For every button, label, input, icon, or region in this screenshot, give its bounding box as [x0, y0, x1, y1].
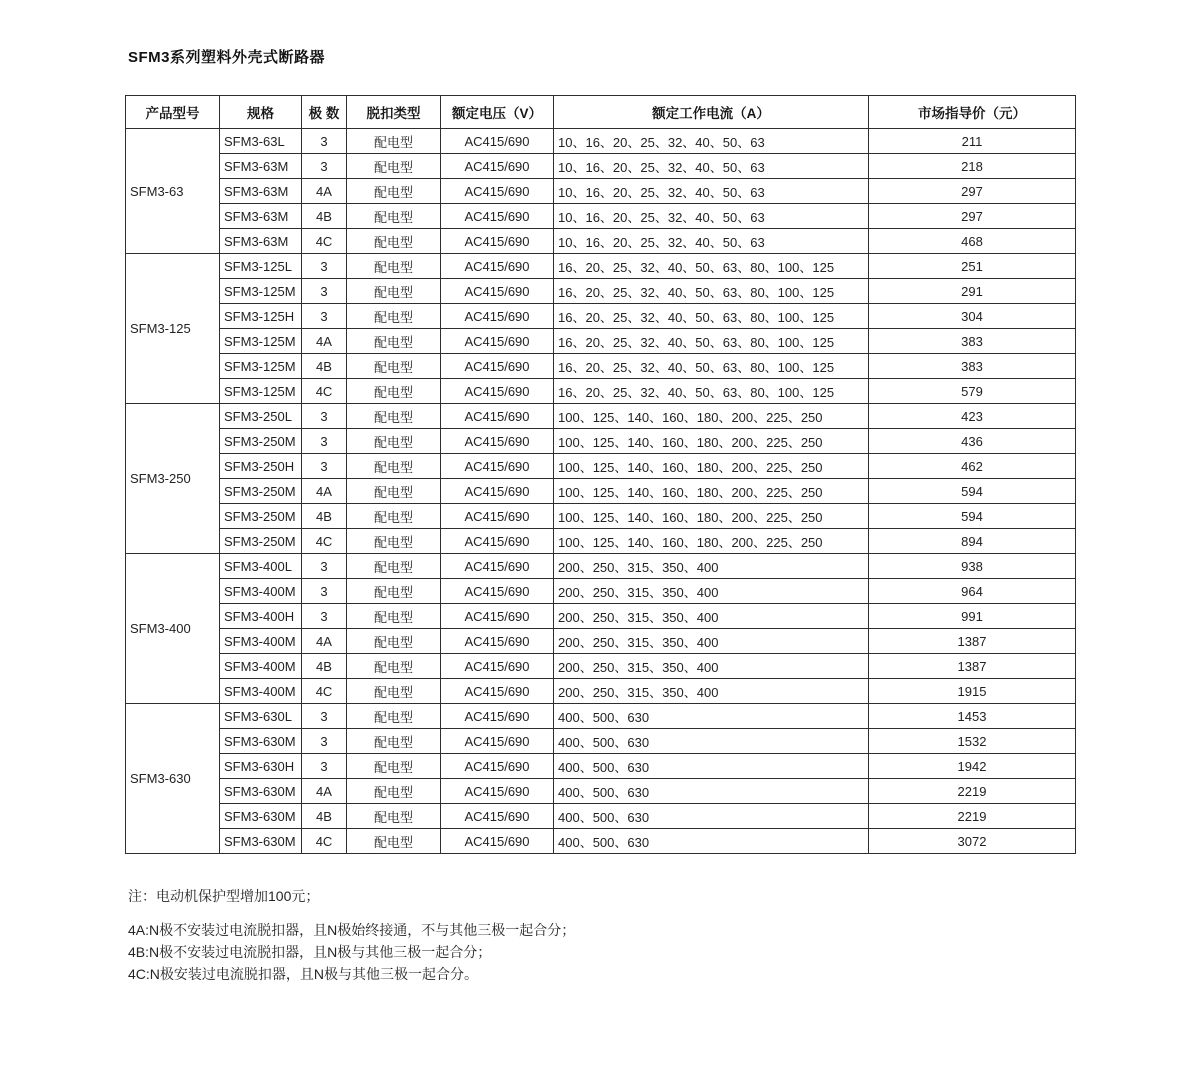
spec-cell: SFM3-63L	[220, 129, 302, 154]
poles-cell: 3	[302, 704, 347, 729]
trip-type-cell: 配电型	[347, 804, 441, 829]
spec-cell: SFM3-630M	[220, 829, 302, 854]
trip-type-cell: 配电型	[347, 554, 441, 579]
spec-cell: SFM3-250M	[220, 479, 302, 504]
table-row	[126, 379, 1076, 404]
current-cell: 200、250、315、350、400	[554, 654, 869, 679]
current-cell: 16、20、25、32、40、50、63、80、100、125	[554, 379, 869, 404]
poles-cell: 4C	[302, 529, 347, 554]
table-row	[126, 279, 1076, 304]
poles-cell: 3	[302, 254, 347, 279]
spec-cell: SFM3-400H	[220, 604, 302, 629]
trip-type-cell: 配电型	[347, 829, 441, 854]
trip-type-cell: 配电型	[347, 579, 441, 604]
header-rated-voltage: 额定电压（V）	[441, 96, 554, 129]
spec-cell: SFM3-400M	[220, 579, 302, 604]
table-row	[126, 154, 1076, 179]
table-row	[126, 829, 1076, 854]
table-row	[126, 329, 1076, 354]
price-cell: 1387	[869, 654, 1076, 679]
header-poles: 极 数	[302, 96, 347, 129]
voltage-cell: AC415/690	[441, 254, 554, 279]
voltage-cell: AC415/690	[441, 304, 554, 329]
spec-cell: SFM3-125M	[220, 379, 302, 404]
trip-type-cell: 配电型	[347, 429, 441, 454]
note-motor-protection: 注：电动机保护型增加100元；	[128, 888, 320, 904]
spec-cell: SFM3-630H	[220, 754, 302, 779]
table-row	[126, 729, 1076, 754]
poles-cell: 3	[302, 304, 347, 329]
note-4a: 4A:N极不安装过电流脱扣器，且N极始终接通，不与其他三极一起合分；	[128, 922, 576, 938]
header-row	[126, 96, 1076, 129]
trip-type-cell: 配电型	[347, 629, 441, 654]
voltage-cell: AC415/690	[441, 754, 554, 779]
price-cell: 423	[869, 404, 1076, 429]
trip-type-cell: 配电型	[347, 754, 441, 779]
trip-type-cell: 配电型	[347, 304, 441, 329]
table-row	[126, 804, 1076, 829]
spec-cell: SFM3-630L	[220, 704, 302, 729]
poles-cell: 3	[302, 404, 347, 429]
current-cell: 400、500、630	[554, 704, 869, 729]
trip-type-cell: 配电型	[347, 779, 441, 804]
current-cell: 200、250、315、350、400	[554, 629, 869, 654]
price-cell: 251	[869, 254, 1076, 279]
voltage-cell: AC415/690	[441, 504, 554, 529]
trip-type-cell: 配电型	[347, 329, 441, 354]
price-cell: 964	[869, 579, 1076, 604]
product-model-cell: SFM3-63	[126, 129, 220, 254]
header-trip-type: 脱扣类型	[347, 96, 441, 129]
spec-cell: SFM3-250H	[220, 454, 302, 479]
price-cell: 2219	[869, 804, 1076, 829]
table-row	[126, 654, 1076, 679]
poles-cell: 3	[302, 754, 347, 779]
table-row	[126, 679, 1076, 704]
table-row	[126, 529, 1076, 554]
voltage-cell: AC415/690	[441, 629, 554, 654]
poles-cell: 4A	[302, 179, 347, 204]
voltage-cell: AC415/690	[441, 679, 554, 704]
voltage-cell: AC415/690	[441, 229, 554, 254]
current-cell: 100、125、140、160、180、200、225、250	[554, 479, 869, 504]
price-cell: 218	[869, 154, 1076, 179]
current-cell: 400、500、630	[554, 729, 869, 754]
product-model-cell: SFM3-250	[126, 404, 220, 554]
poles-cell: 3	[302, 554, 347, 579]
trip-type-cell: 配电型	[347, 154, 441, 179]
trip-type-cell: 配电型	[347, 604, 441, 629]
current-cell: 16、20、25、32、40、50、63、80、100、125	[554, 329, 869, 354]
note-4b: 4B:N极不安装过电流脱扣器，且N极与其他三极一起合分；	[128, 944, 492, 960]
poles-cell: 4C	[302, 379, 347, 404]
price-cell: 1532	[869, 729, 1076, 754]
voltage-cell: AC415/690	[441, 554, 554, 579]
current-cell: 400、500、630	[554, 804, 869, 829]
product-model-cell: SFM3-125	[126, 254, 220, 404]
spec-cell: SFM3-63M	[220, 154, 302, 179]
voltage-cell: AC415/690	[441, 154, 554, 179]
price-cell: 383	[869, 354, 1076, 379]
trip-type-cell: 配电型	[347, 729, 441, 754]
trip-type-cell: 配电型	[347, 454, 441, 479]
spec-cell: SFM3-250M	[220, 429, 302, 454]
trip-type-cell: 配电型	[347, 279, 441, 304]
voltage-cell: AC415/690	[441, 429, 554, 454]
current-cell: 200、250、315、350、400	[554, 554, 869, 579]
table-row	[126, 429, 1076, 454]
trip-type-cell: 配电型	[347, 229, 441, 254]
trip-type-cell: 配电型	[347, 404, 441, 429]
table-row	[126, 179, 1076, 204]
price-cell: 436	[869, 429, 1076, 454]
product-model-cell: SFM3-400	[126, 554, 220, 704]
table-row	[126, 404, 1076, 429]
poles-cell: 4A	[302, 629, 347, 654]
voltage-cell: AC415/690	[441, 279, 554, 304]
current-cell: 200、250、315、350、400	[554, 679, 869, 704]
voltage-cell: AC415/690	[441, 179, 554, 204]
voltage-cell: AC415/690	[441, 529, 554, 554]
spec-cell: SFM3-63M	[220, 229, 302, 254]
header-spec: 规格	[220, 96, 302, 129]
spec-cell: SFM3-400L	[220, 554, 302, 579]
poles-cell: 3	[302, 279, 347, 304]
spec-cell: SFM3-125M	[220, 329, 302, 354]
poles-cell: 4B	[302, 354, 347, 379]
trip-type-cell: 配电型	[347, 704, 441, 729]
table-row	[126, 129, 1076, 154]
voltage-cell: AC415/690	[441, 579, 554, 604]
price-cell: 297	[869, 179, 1076, 204]
spec-cell: SFM3-400M	[220, 629, 302, 654]
poles-cell: 3	[302, 154, 347, 179]
price-cell: 3072	[869, 829, 1076, 854]
price-cell: 1942	[869, 754, 1076, 779]
trip-type-cell: 配电型	[347, 479, 441, 504]
price-cell: 304	[869, 304, 1076, 329]
price-cell: 594	[869, 504, 1076, 529]
table-row	[126, 304, 1076, 329]
price-cell: 291	[869, 279, 1076, 304]
poles-cell: 4B	[302, 204, 347, 229]
trip-type-cell: 配电型	[347, 204, 441, 229]
poles-cell: 3	[302, 729, 347, 754]
product-model-cell: SFM3-630	[126, 704, 220, 854]
spec-cell: SFM3-630M	[220, 779, 302, 804]
table-row	[126, 354, 1076, 379]
header-guide-price: 市场指导价（元）	[869, 96, 1076, 129]
spec-cell: SFM3-125M	[220, 279, 302, 304]
table-row	[126, 579, 1076, 604]
voltage-cell: AC415/690	[441, 779, 554, 804]
table-row	[126, 779, 1076, 804]
poles-cell: 4B	[302, 654, 347, 679]
price-cell: 468	[869, 229, 1076, 254]
spec-cell: SFM3-400M	[220, 654, 302, 679]
price-cell: 579	[869, 379, 1076, 404]
table-header	[126, 96, 1076, 129]
voltage-cell: AC415/690	[441, 129, 554, 154]
trip-type-cell: 配电型	[347, 254, 441, 279]
price-cell: 991	[869, 604, 1076, 629]
trip-type-cell: 配电型	[347, 654, 441, 679]
poles-cell: 4B	[302, 504, 347, 529]
table-row	[126, 629, 1076, 654]
footnotes	[128, 886, 575, 985]
spec-cell: SFM3-125M	[220, 354, 302, 379]
table-row	[126, 504, 1076, 529]
voltage-cell: AC415/690	[441, 804, 554, 829]
price-cell: 297	[869, 204, 1076, 229]
current-cell: 16、20、25、32、40、50、63、80、100、125	[554, 279, 869, 304]
poles-cell: 3	[302, 579, 347, 604]
voltage-cell: AC415/690	[441, 404, 554, 429]
current-cell: 16、20、25、32、40、50、63、80、100、125	[554, 254, 869, 279]
spec-cell: SFM3-63M	[220, 179, 302, 204]
current-cell: 100、125、140、160、180、200、225、250	[554, 454, 869, 479]
trip-type-cell: 配电型	[347, 504, 441, 529]
product-spec-table	[125, 95, 1076, 854]
poles-cell: 4A	[302, 329, 347, 354]
trip-type-cell: 配电型	[347, 379, 441, 404]
current-cell: 10、16、20、25、32、40、50、63	[554, 179, 869, 204]
current-cell: 400、500、630	[554, 779, 869, 804]
voltage-cell: AC415/690	[441, 454, 554, 479]
poles-cell: 3	[302, 429, 347, 454]
poles-cell: 4C	[302, 829, 347, 854]
voltage-cell: AC415/690	[441, 729, 554, 754]
current-cell: 400、500、630	[554, 754, 869, 779]
page-title: SFM3系列塑料外壳式断路器	[128, 49, 326, 66]
trip-type-cell: 配电型	[347, 179, 441, 204]
poles-cell: 4B	[302, 804, 347, 829]
trip-type-cell: 配电型	[347, 679, 441, 704]
current-cell: 100、125、140、160、180、200、225、250	[554, 504, 869, 529]
spec-cell: SFM3-125H	[220, 304, 302, 329]
voltage-cell: AC415/690	[441, 604, 554, 629]
poles-cell: 3	[302, 454, 347, 479]
table-row	[126, 554, 1076, 579]
voltage-cell: AC415/690	[441, 204, 554, 229]
table-row	[126, 254, 1076, 279]
poles-cell: 3	[302, 129, 347, 154]
price-cell: 1453	[869, 704, 1076, 729]
spec-cell: SFM3-250L	[220, 404, 302, 429]
current-cell: 100、125、140、160、180、200、225、250	[554, 429, 869, 454]
voltage-cell: AC415/690	[441, 329, 554, 354]
current-cell: 16、20、25、32、40、50、63、80、100、125	[554, 304, 869, 329]
spec-cell: SFM3-630M	[220, 804, 302, 829]
current-cell: 10、16、20、25、32、40、50、63	[554, 204, 869, 229]
price-cell: 2219	[869, 779, 1076, 804]
current-cell: 16、20、25、32、40、50、63、80、100、125	[554, 354, 869, 379]
note-4c: 4C:N极安装过电流脱扣器，且N极与其他三极一起合分。	[128, 966, 479, 982]
price-cell: 383	[869, 329, 1076, 354]
poles-cell: 4C	[302, 679, 347, 704]
price-cell: 938	[869, 554, 1076, 579]
spec-cell: SFM3-125L	[220, 254, 302, 279]
poles-cell: 4A	[302, 479, 347, 504]
current-cell: 200、250、315、350、400	[554, 604, 869, 629]
header-rated-current: 额定工作电流（A）	[554, 96, 869, 129]
table-row	[126, 454, 1076, 479]
current-cell: 100、125、140、160、180、200、225、250	[554, 529, 869, 554]
trip-type-cell: 配电型	[347, 354, 441, 379]
price-cell: 462	[869, 454, 1076, 479]
table-row	[126, 704, 1076, 729]
poles-cell: 4A	[302, 779, 347, 804]
poles-cell: 3	[302, 604, 347, 629]
table-row	[126, 204, 1076, 229]
voltage-cell: AC415/690	[441, 379, 554, 404]
voltage-cell: AC415/690	[441, 479, 554, 504]
price-cell: 894	[869, 529, 1076, 554]
current-cell: 10、16、20、25、32、40、50、63	[554, 229, 869, 254]
current-cell: 200、250、315、350、400	[554, 579, 869, 604]
spec-cell: SFM3-63M	[220, 204, 302, 229]
voltage-cell: AC415/690	[441, 829, 554, 854]
voltage-cell: AC415/690	[441, 704, 554, 729]
price-cell: 1915	[869, 679, 1076, 704]
table-body	[126, 129, 1076, 854]
spec-cell: SFM3-630M	[220, 729, 302, 754]
price-cell: 1387	[869, 629, 1076, 654]
trip-type-cell: 配电型	[347, 529, 441, 554]
voltage-cell: AC415/690	[441, 354, 554, 379]
table-row	[126, 479, 1076, 504]
price-cell: 211	[869, 129, 1076, 154]
trip-type-cell: 配电型	[347, 129, 441, 154]
current-cell: 400、500、630	[554, 829, 869, 854]
current-cell: 100、125、140、160、180、200、225、250	[554, 404, 869, 429]
table-row	[126, 754, 1076, 779]
table-row	[126, 604, 1076, 629]
header-product-model: 产品型号	[126, 96, 220, 129]
current-cell: 10、16、20、25、32、40、50、63	[554, 154, 869, 179]
poles-cell: 4C	[302, 229, 347, 254]
price-cell: 594	[869, 479, 1076, 504]
spec-cell: SFM3-250M	[220, 504, 302, 529]
current-cell: 10、16、20、25、32、40、50、63	[554, 129, 869, 154]
spec-cell: SFM3-250M	[220, 529, 302, 554]
table-row	[126, 229, 1076, 254]
spec-cell: SFM3-400M	[220, 679, 302, 704]
voltage-cell: AC415/690	[441, 654, 554, 679]
